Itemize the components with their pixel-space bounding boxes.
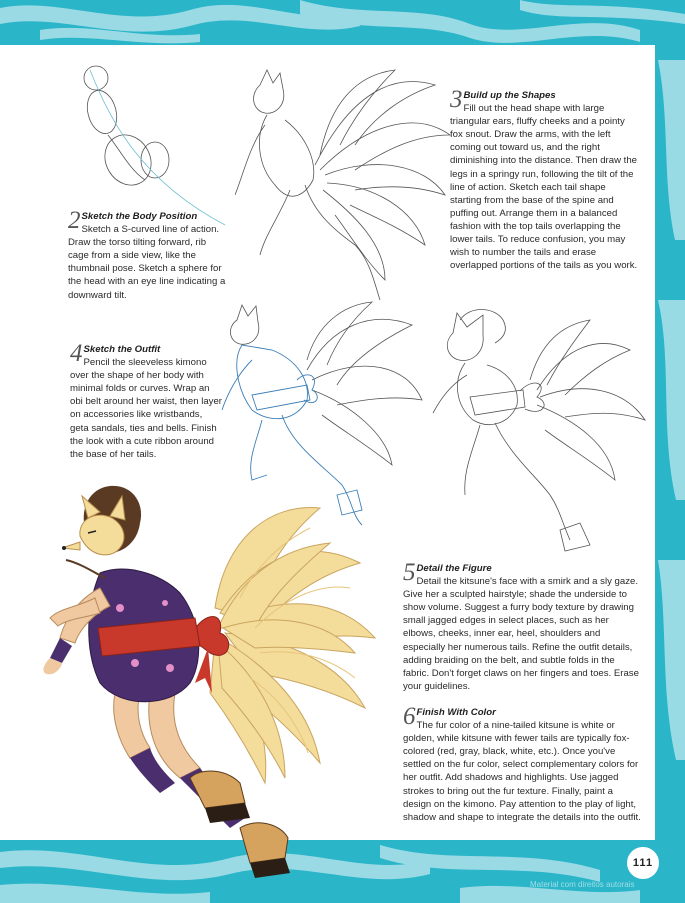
step-title: Sketch the Body Position [81, 211, 198, 222]
step-number: 2 [68, 207, 81, 234]
copyright-watermark: Material com direitos autorais [530, 880, 635, 889]
step-title: Build up the Shapes [463, 90, 556, 101]
step5-detail-lineart [425, 305, 655, 555]
step-body: Pencil the sleeveless kimono over the shape of her body with minimal folds or curves. Wrap an obi belt around her waist, then layer on accessories like wristbands, geta sandals, ties and bells. Finish the look with a cute ribbon around the base of her tails. [70, 357, 222, 460]
step3-shapes-sketch [235, 65, 455, 305]
step-body: Detail the kitsune's face with a smirk and a sly gaze. Give her a sculpted hairstyle; shade the underside to show volume. Suggest a furry body texture by drawing small jagged edges in select places, such as her elbows, cheeks, inner ear, heel, shoulders and especially her numerous tails. Refine the outfit details, adding braiding on the belt, and subtle folds in the fabric. Don't forget claws on her fingers and toes. Erase your guidelines. [403, 576, 639, 692]
step-title: Sketch the Outfit [83, 344, 161, 355]
step-body: The fur color of a nine-tailed kitsune is white or golden, while kitsune with fewer tails are typically fox-colored (red, gray, black, white, etc.). Once you've settled on the fur color, select complementary colors for her outfit. Add shadows and highlights. Use jagged strokes to bring out the fur texture. Finally, paint a design on the kimono. Pay attention to the play of light, shadow and shape to integrate the details into the outfit. [403, 720, 641, 823]
step-number: 5 [403, 559, 416, 586]
step-6-text [403, 703, 643, 824]
step-2-text [68, 207, 228, 302]
step-body: Sketch a S-curved line of action. Draw the torso tilting forward, rib cage from a side view, like the thumbnail pose. Sketch a sphere for the head with an eye line indicating a downward tilt. [68, 224, 226, 301]
step-3-text [450, 86, 638, 272]
step-4-text [70, 340, 222, 461]
step2-gesture-sketch [60, 60, 230, 234]
step-number: 6 [403, 703, 416, 730]
step-5-text [403, 559, 643, 693]
step-body: Fill out the head shape with large triangular ears, fluffy cheeks and a pointy fox snout. Draw the arms, with the left coming out toward us, and the right diminishing into the distance. Then draw the legs in a springy run, following the tilt of the line of action. Sketch each tail shape starting from the base of the spine and puffing out. Arrange them in a balanced fashion with the top tails overlapping the lower tails. To reduce confusion, you may wish to number the tails and erase overlapped portions of the tails as you work. [450, 103, 638, 272]
page-number: 111 [625, 845, 661, 881]
step-number: 4 [70, 340, 83, 367]
step-title: Finish With Color [416, 707, 496, 718]
step-number: 3 [450, 86, 463, 113]
step-title: Detail the Figure [416, 563, 492, 574]
step6-colored-kitsune-illustration [40, 478, 390, 888]
